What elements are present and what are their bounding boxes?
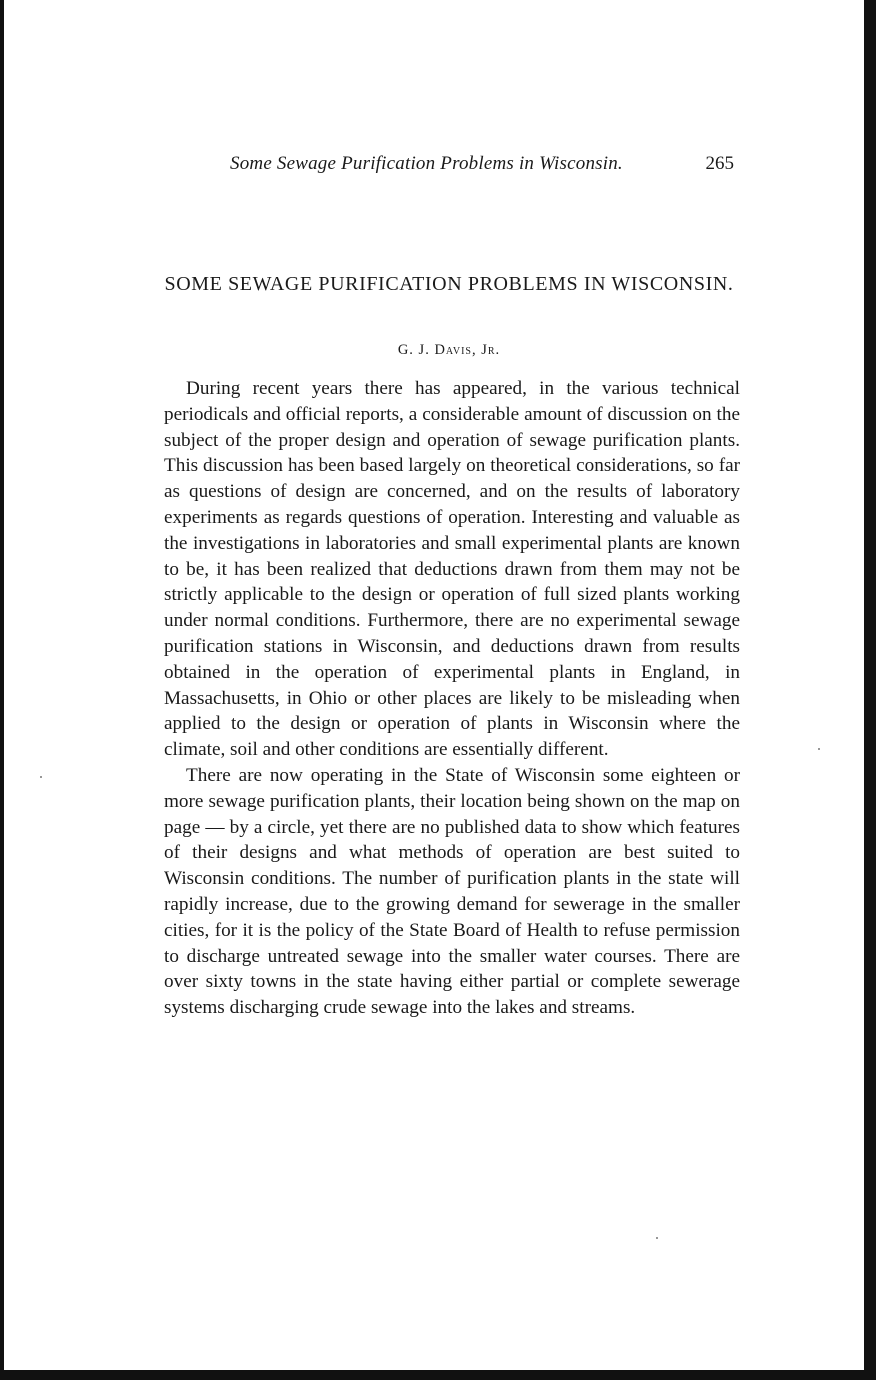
- body-paragraph: During recent years there has appeared, in the various technical periodicals and official reports, a considerable amount of discussion on the subject of the proper design and operation of sewage purification plants. This discussion has been based largely on theoretical considerations, so far as questions of design are concerned, and on the results of laboratory experiments as regards questions of operation. Interesting and valuable as the investigations in laboratories and small experimental plants are known to be, it has been realized that deductions drawn from them may not be strictly applicable to the design or operation of full sized plants working under normal conditions. Furthermore, there are no experimental sewage purification stations in Wisconsin, and deductions drawn from results obtained in the operation of experimental plants in England, in Massachusetts, in Ohio or other places are likely to be misleading when applied to the design or operation of plants in Wisconsin where the climate, soil and other conditions are essentially different.: [164, 378, 740, 761]
- running-head-title: Some Sewage Purification Problems in Wisconsin.: [230, 153, 623, 174]
- article-author: G. J. Davis, Jr.: [397, 342, 501, 358]
- running-head: [160, 153, 738, 181]
- article-title: SOME SEWAGE PURIFICATION PROBLEMS IN WISCONSIN.: [164, 273, 734, 295]
- page-number: 265: [705, 153, 734, 174]
- body-paragraph: There are now operating in the State of Wisconsin some eighteen or more sewage purification plants, their location being shown on the map on page — by a circle, yet there are no published data to show which features of their designs and what methods of operation are best suited to Wisconsin conditions. The number of purification plants in the state will rapidly increase, due to the growing demand for sewerage in the smaller cities, for it is the policy of the State Board of Health to refuse permission to discharge untreated sewage into the smaller water courses. There are over sixty towns in the state having either partial or complete sewerage systems discharging crude sewage into the lakes and streams.: [164, 764, 740, 1019]
- scan-border-bottom: [0, 1370, 876, 1380]
- scan-speck: [40, 776, 42, 778]
- scan-speck: [818, 748, 820, 750]
- scan-speck: [656, 1237, 658, 1239]
- scan-border-left: [0, 0, 4, 1380]
- scan-border-right: [864, 0, 876, 1380]
- article-body: [164, 376, 740, 1021]
